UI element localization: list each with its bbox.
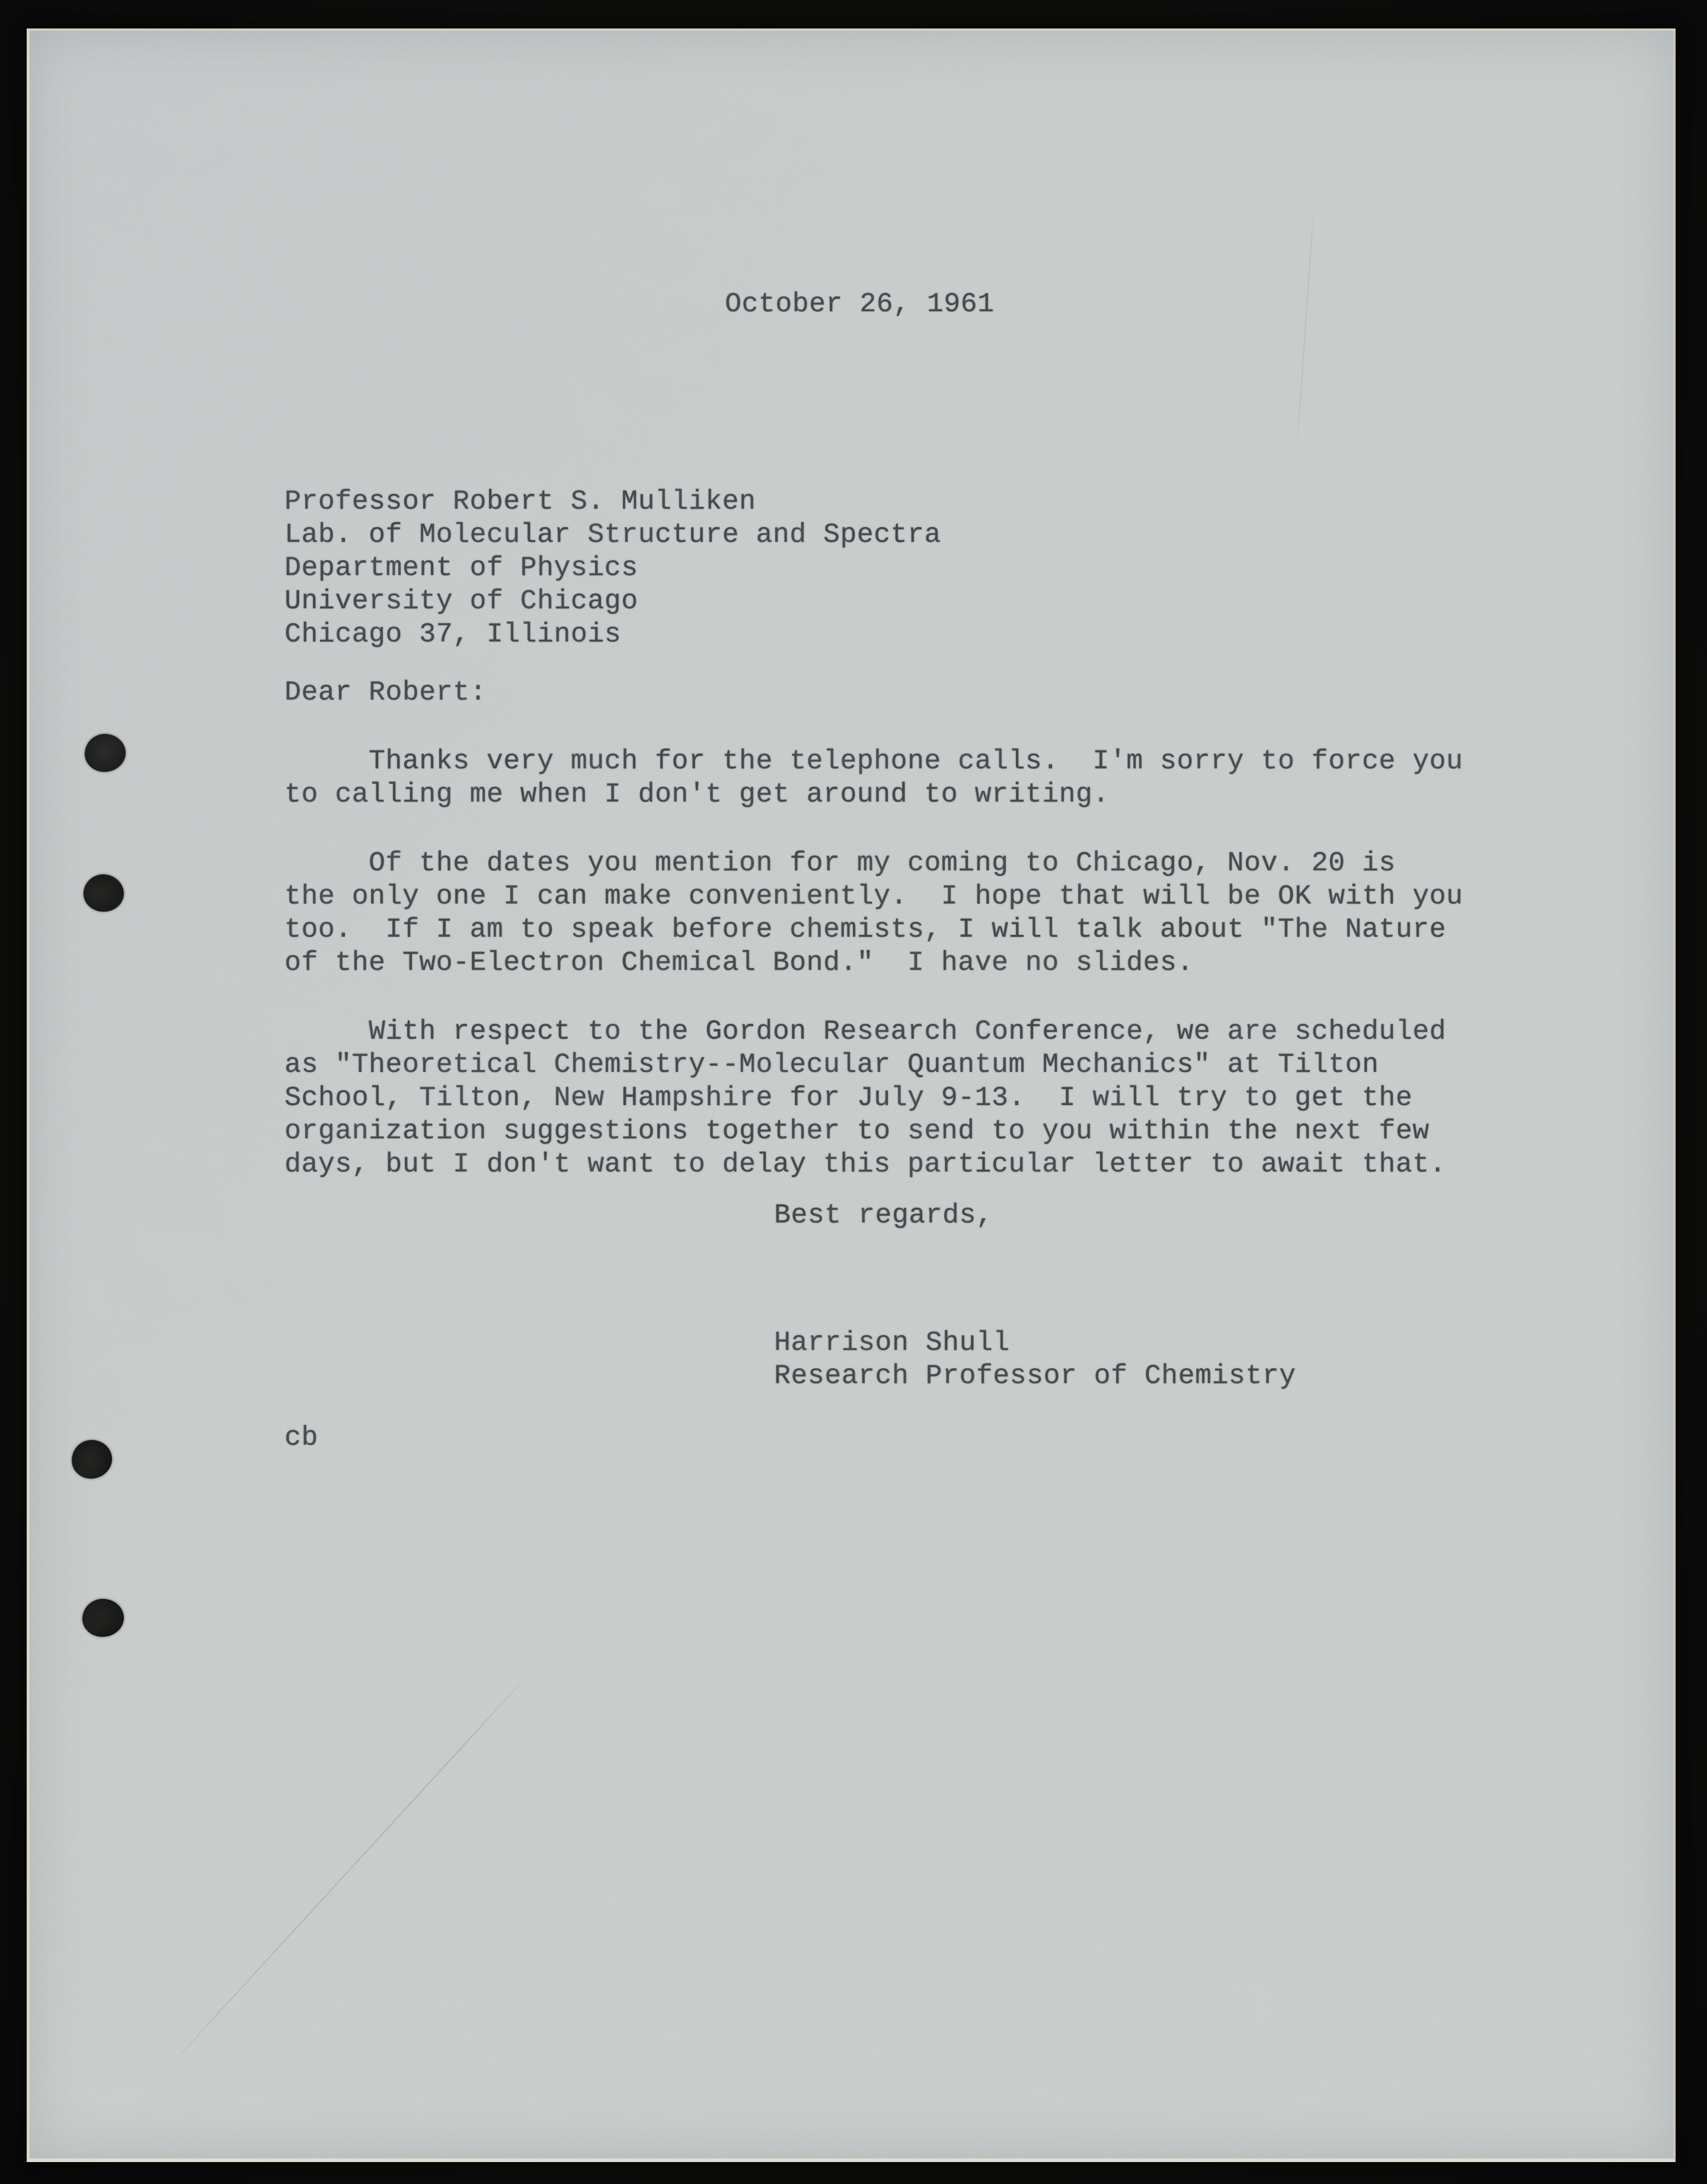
paragraph <box>284 847 1559 979</box>
address-line: Lab. of Molecular Structure and Spectra <box>284 519 941 550</box>
salutation: Dear Robert: <box>284 676 487 708</box>
signature-name: Harrison Shull <box>774 1327 1010 1358</box>
punch-hole <box>70 1438 114 1481</box>
closing-line: Best regards, <box>774 1199 993 1231</box>
punch-hole <box>82 1599 124 1637</box>
paragraph-line: organization suggestions together to send to you within the next few <box>284 1115 1430 1147</box>
paper-scratch <box>1296 204 1315 458</box>
paragraph-line: School, Tilton, New Hampshire for July 9-13. I will try to get the <box>284 1082 1413 1113</box>
paragraph-line: of the Two-Electron Chemical Bond." I have no slides. <box>284 947 1194 978</box>
paragraph <box>284 745 1559 811</box>
address-line: Chicago 37, Illinois <box>284 618 622 650</box>
paragraph-line: as "Theoretical Chemistry--Molecular Quantum Mechanics" at Tilton <box>284 1049 1379 1080</box>
paragraph-line: Thanks very much for the telephone calls. I'm sorry to force you <box>284 745 1463 777</box>
signature-title: Research Professor of Chemistry <box>774 1360 1296 1391</box>
paragraph-line: Of the dates you mention for my coming to Chicago, Nov. 20 is <box>284 847 1396 879</box>
paper-crease <box>152 1663 539 2086</box>
signature-block <box>774 1326 1559 1393</box>
closing <box>774 1199 1559 1232</box>
punch-hole <box>85 734 126 772</box>
paragraph-line: With respect to the Gordon Research Conference, we are scheduled <box>284 1016 1446 1047</box>
address-line: Department of Physics <box>284 552 638 583</box>
recipient-address <box>284 485 1559 651</box>
letter-page <box>27 28 1676 2162</box>
punch-hole <box>81 872 126 915</box>
paragraph <box>284 1015 1559 1181</box>
paragraph-line: to calling me when I don't get around to writing. <box>284 778 1110 810</box>
paragraph-line: too. If I am to speak before chemists, I will talk about "The Nature <box>284 914 1446 945</box>
typist-initials: cb <box>284 1422 318 1453</box>
paragraph-line: days, but I don't want to delay this particular letter to await that. <box>284 1148 1446 1180</box>
address-line: University of Chicago <box>284 585 638 617</box>
letter-body <box>284 485 1559 1454</box>
address-line: Professor Robert S. Mulliken <box>284 486 756 517</box>
paragraph-line: the only one I can make conveniently. I hope that will be OK with you <box>284 880 1463 912</box>
date-line: October 26, 1961 <box>725 288 995 320</box>
